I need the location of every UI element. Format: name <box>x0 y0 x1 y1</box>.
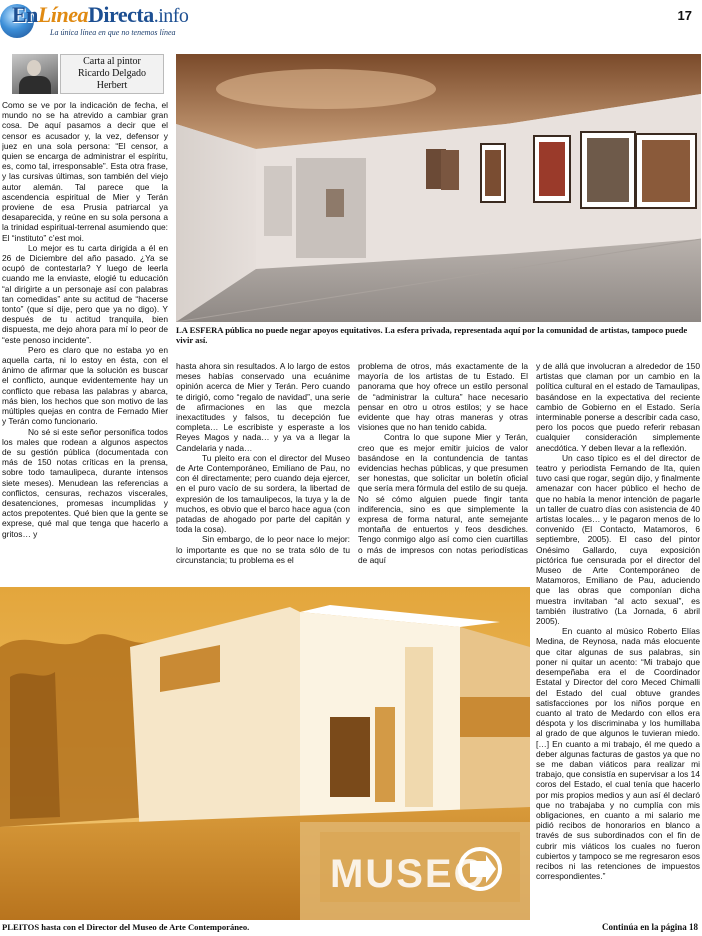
gallery-photo <box>176 54 701 322</box>
paragraph: Contra lo que supone Mier y Terán, creo que es mejor emitir juicios de valor basándose en la contundencia de tantas evidencias hechas públicas, y que presumen ser honestas, que solicitar un boletín oficial que sería mera fórmula del estilo de su queja. No sé cómo alguien puede fingir tanta indiferencia, sino es que simplemente la expresa de forma natural, ante semejante montaña de entuertos y feos desdiches. Tengo conmigo algo así como cien cuartillas o más de impresos con notas periodísticas de aquí <box>358 432 528 565</box>
paragraph: Tu pleito era con el director del Museo de Arte Contemporáneo, Emiliano de Pau, no con él directamente; pero cuando deja ejercer, en el puro vacío de su sordera, la libertad de expresión de los tamaulipecos, la tuya y la de muchos, es obvio que el barco hace agua (con patadas de ahogado por parte del capitán y toda la cosa). <box>176 452 350 535</box>
logo-tagline: La única línea en que no tenemos línea <box>50 28 176 37</box>
gallery-photo-caption: LA ESFERA pública no puede negar apoyos equitativos. La esfera privada, representada aquí por la comunidad de artistas, tampoco puede vivir así. <box>176 325 688 345</box>
logo-word-linea: Línea <box>37 2 88 27</box>
author-caption <box>60 54 164 94</box>
site-logo[interactable] <box>0 0 200 46</box>
paragraph: Como se ve por la indicación de fecha, el mundo no se ha atrevido a cambiar gran cosa. De aquí pasamos a decir que el censor es acusador y, la vez, defensor y juez en una sola persona: “El censor, a quien se encarga de administrar el espíritu, es, como tal, irresponsable”. Esta otra frase, y las cursivas últimas, son también del viejo autor alemán. Tal parece que la ascendencia espiritual de Mier y Terán proviene de esa Prusia patriarcal ya desaparecida, y reúne en su sola persona a la trinidad espiritual-terrenal asumiendo que: El “instituto” c’est moi. <box>2 100 168 243</box>
article-column-2 <box>176 361 350 585</box>
article-column-1 <box>2 100 168 585</box>
museum-photo <box>0 587 530 920</box>
author-body-shape <box>19 76 51 94</box>
article-column-4 <box>536 361 700 921</box>
paragraph: No sé si este señor personifica todos los males que rodean a algunos aspectos de su gestión pública (documentada con más de 150 notas críticas en la prensa, sobre todo tamaulipeca, durante intensos siete meses). Menudean las referencias a conflictos, censuras, rechazos viscerales, desatenciones, promesas incumplidas y actos prepotentes. Qué bien que la gente se exprese, qué mal que tenga que hacerlo a gritos… y <box>2 426 168 539</box>
page-number: 17 <box>677 8 692 23</box>
author-caption-line3: Herbert <box>96 80 128 91</box>
logo-word-domain: .info <box>153 5 189 27</box>
author-box <box>12 54 164 94</box>
paragraph: Sin embargo, de lo peor nace lo mejor: lo importante es que no se trata sólo de tu circunstancia; tu problema es el <box>176 534 350 565</box>
logo-word-en: En <box>12 2 38 27</box>
paragraph: problema de otros, más exactamente de la mayoría de los artistas de tu Estado. El panorama que hoy ofrece un estilo personal de “administrar la cultura” hace necesario pensar en otro u otros estilos; y se hace evidente que hay otras maneras y otras visiones que no han tenido cabida. <box>358 361 528 433</box>
logo-word-directa: Directa <box>87 2 154 27</box>
paragraph: y de allá que involucran a alrededor de 150 artistas que claman por un cambio en la política cultural en el estado de Tamaulipas, basándose en la expectativa del reciente cambio de Gobierno en el Estado. Sería interminable ponerse a describir cada caso, pero los pocos que puedo referir rebasan cualquier consideración simplemente anecdótica. Y deben llevar a la reflexión. <box>536 361 700 453</box>
continue-link[interactable]: Continúa en la página 18 <box>601 922 698 932</box>
author-photo <box>12 54 58 94</box>
paragraph: En cuanto al músico Roberto Elías Medina, de Reynosa, nada más elocuente que citar algunas de sus palabras, sin poner ni quitar un acento: “Mi trabajo que desempeñaba era el de Coordinador Estatal y Director del coro Meced Chimalli del Estado del cual obtuve grandes satisfacciones por los niños porque en cuanto al trato de Medardo con ellos era déspota y los discriminaba y los humillaba al grado de que algunos le tuvieran miedo. […] En cuanto a mi trabajo, él me quedo a deber algunas facturas de gastos ya que no se me daban viáticos para realizar mi trabajo, que consistía en supervisar a los 14 coros del Estado, el cual tenía que hacerlo por mis propios medios y aun así él declaró que no trabajaba y no cumplía con mis obligaciones, en cuanto a mi salario me pidió recibos de honorarios en blanco a través de sus subordinados con el fin de cubrir mis viáticos los cuales no fueron cubiertos y tampoco se me regresaron esos recibos ni las retenciones de impuestos correspondientes.” <box>536 626 700 882</box>
paragraph: hasta ahora sin resultados. A lo largo de estos meses habías conservado una ecuánime opinión acerca de Mier y Terán. Pero cuando te dirigió, como “regalo de navidad”, una serie de afirmaciones en las que mezcla inexactitudes y falsos, tu decepción fue completa… Le escribiste y esperaste a los Reyes Magos y nada… y ya va a llegar la Candelaria y nada… <box>176 361 350 453</box>
article-column-3 <box>358 361 528 585</box>
gallery-illustration <box>176 54 701 322</box>
paragraph: Lo mejor es tu carta dirigida a él en 26 de Diciembre del año pasado. ¿Ya se ocupó de contestarla? Y luego de leerla cuando me la enviaste, elogié tu educación “al dirigirte a un personaje así con palabras tan comedidas” ante su actitud de “hacerse tonto” (que sí dije, pero que ya no digo). Y después de tu actitud tranquila, bien dispuesta, me dejo ahora para mí lo peor de “este penoso incidente”. <box>2 242 168 345</box>
author-caption-line2: Ricardo Delgado <box>77 68 147 79</box>
logo-wordmark <box>12 2 188 28</box>
paragraph: Un caso típico es el del director de teatro y periodista Fernando de Ita, quien tuvo casi que rogar, según dijo, y finalmente amenazar con hacer público el hecho de que no había la menor intención de pagarle un taller de cuatro días con asistencia de 40 artistas locales… y le pagaron menos de lo convenido (El Contacto, Matamoros, 6 septiembre, 2005). El caso del pintor Onésimo Gallardo, cuya exposición pictórica fue censurada por el director del Museo de Arte Contemporáneo de Matamoros, Emiliano de Pau, aduciendo que las obras que componían dicha muestra invitaban “al acto sexual”, es también ilustrativo (La Jornada, 6 abril 2005). <box>536 452 700 627</box>
museum-sign: MUSEO <box>330 852 487 896</box>
author-caption-line1: Carta al pintor <box>83 56 141 67</box>
museum-illustration <box>0 587 530 920</box>
museum-photo-caption: PLEITOS hasta con el Director del Museo de Arte Contemporáneo. <box>2 922 250 932</box>
paragraph: Pero es claro que no estaba yo en aquella carta, ni lo estoy en ésta, con el ánimo de afirmar que la solución es buscar el conflicto, aunque evidentemente hay un conflicto que rebasa las palabras y abarca, más bien, los hechos que son motivo de las múltiples quejas en contra de Fernado Mier y Terán como funcionario. <box>2 344 168 427</box>
author-head-shape <box>27 60 41 76</box>
